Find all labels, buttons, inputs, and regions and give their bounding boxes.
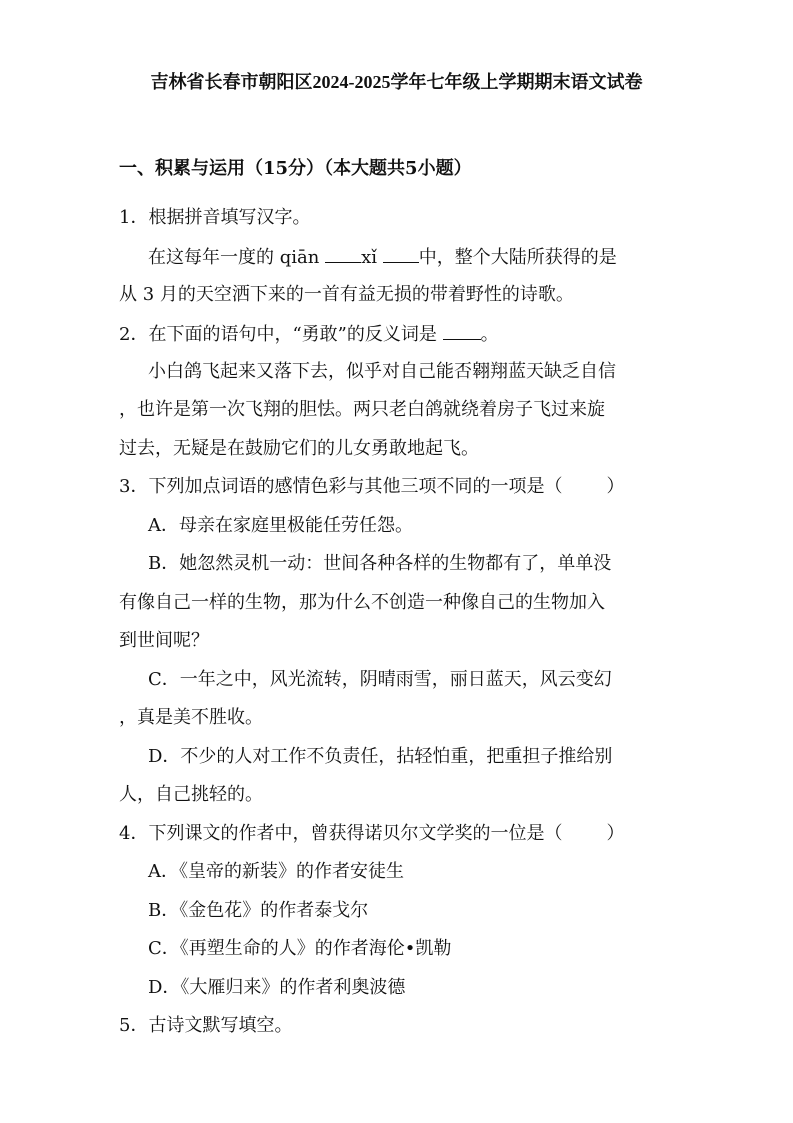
question-text: 在下面的语句中，“勇敢”的反义词是 — [148, 324, 437, 345]
option-c: C．一年之中，风光流转，阴晴雨雪，丽日蓝天，风云变幻 — [148, 669, 612, 690]
question-number: 3． — [119, 476, 149, 497]
q2-passage-line: 过去，无疑是在鼓励它们的儿女勇敢地起飞。 — [119, 438, 479, 459]
answer-blank[interactable] — [443, 321, 481, 340]
option-d: D．不少的人对工作不负责任，拈轻怕重，把重担子推给别 — [148, 746, 613, 767]
question-number: 5． — [119, 1015, 149, 1036]
question-1 — [119, 206, 310, 230]
question-text: 古诗文默写填空。 — [148, 1015, 293, 1036]
option-a: A．母亲在家庭里极能任劳任怨。 — [148, 515, 413, 536]
q2-passage-line: 小白鸽飞起来又落下去，似乎对自己能否翱翔蓝天缺乏自信 — [148, 361, 616, 382]
option-a: A．《皇帝的新装》的作者安徒生 — [148, 861, 404, 882]
answer-blank[interactable] — [325, 244, 361, 263]
answer-blank[interactable] — [383, 244, 419, 263]
question-text: 下列加点词语的感情色彩与其他三项不同的一项是（ — [148, 476, 563, 497]
option-b-line: 有像自己一样的生物，那为什么不创造一种像自己的生物加入 — [119, 592, 605, 613]
question-number: 2． — [119, 324, 149, 345]
option-b: B．《金色花》的作者泰戈尔 — [148, 900, 369, 921]
option-d: D．《大雁归来》的作者利奥波德 — [148, 977, 406, 998]
q2-passage-line: ，也许是第一次飞翔的胆怯。两只老白鸽就绕着房子飞过来旋 — [119, 399, 605, 420]
question-text: 根据拼音填写汉字。 — [148, 207, 311, 228]
option-b: B．她忽然灵机一动：世间各种各样的生物都有了，单单没 — [148, 553, 612, 574]
section-heading: 一、积累与运用（15分）（本大题共5小题） — [119, 158, 472, 179]
question-text: 下列课文的作者中，曾获得诺贝尔文学奖的一位是（ — [148, 823, 563, 844]
page-title: 吉林省长春市朝阳区2024-2025学年七年级上学期期末语文试卷 — [150, 72, 643, 92]
option-d-line: 人，自己挑轻的。 — [119, 784, 263, 805]
option-c: C．《再塑生命的人》的作者海伦•凯勒 — [148, 938, 452, 959]
question-number: 4． — [119, 823, 149, 844]
question-number: 1． — [119, 207, 149, 228]
option-b-line: 到世间呢？ — [119, 630, 209, 651]
question-3: 3．下列加点词语的感情色彩与其他三项不同的一项是（ ） — [119, 476, 625, 497]
question-4: 4．下列课文的作者中，曾获得诺贝尔文学奖的一位是（ ） — [119, 823, 625, 844]
q1-passage-line: 在这每年一度的 qiān xǐ 中，整个大陆所获得的是 — [148, 244, 617, 270]
q1-passage-line: 从 3 月的天空洒下来的一首有益无损的带着野性的诗歌。 — [119, 284, 574, 305]
question-2: 2．在下面的语句中，“勇敢”的反义词是 。 — [119, 321, 499, 347]
question-5 — [119, 1014, 292, 1038]
option-c-line: ，真是美不胜收。 — [119, 707, 263, 728]
